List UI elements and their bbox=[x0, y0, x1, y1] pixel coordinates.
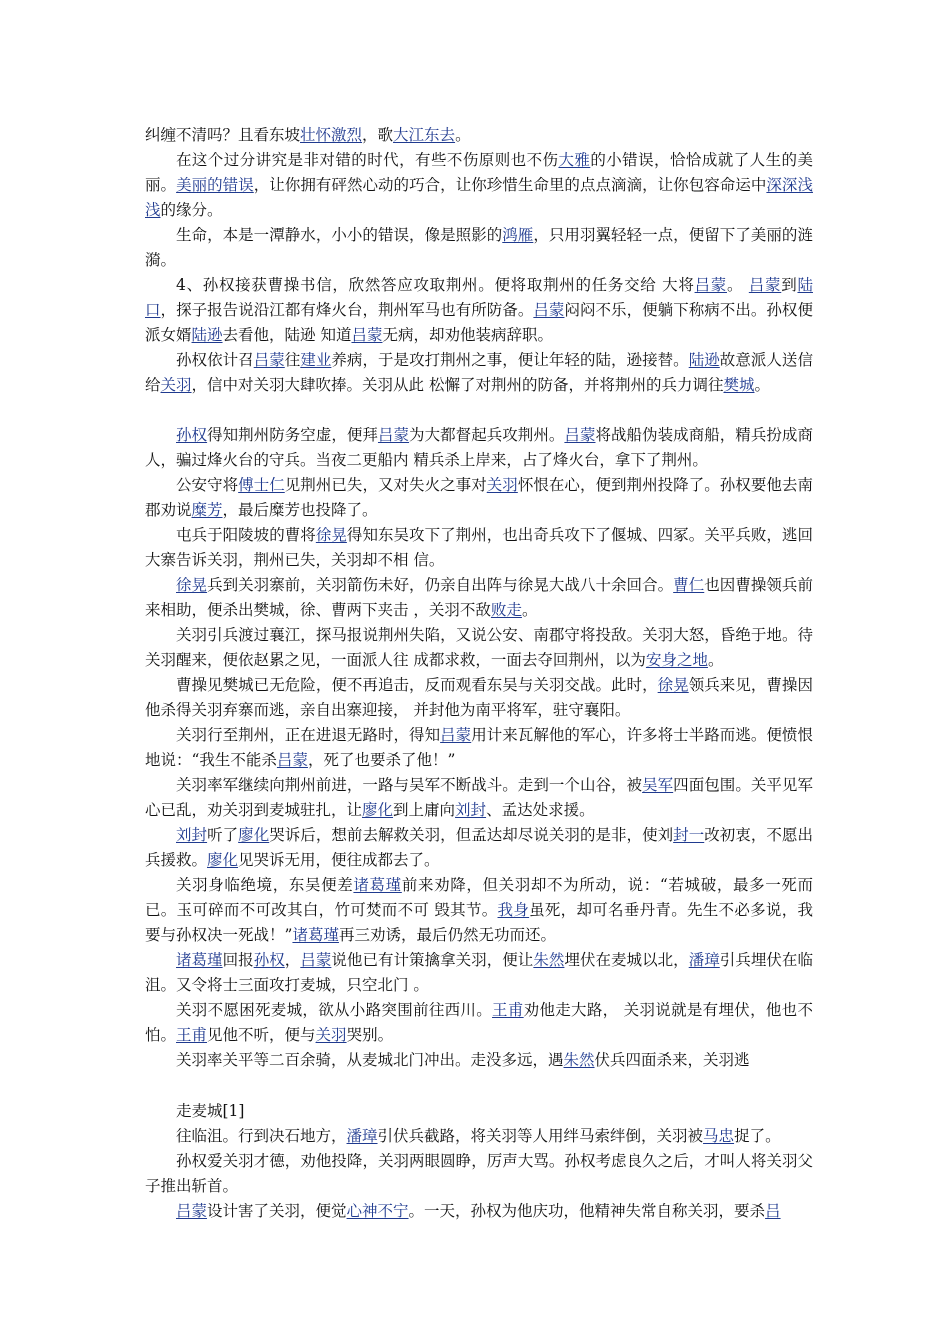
text-run: 养病，于是攻打荆州之事，便让年轻的陆，逊接替。 bbox=[331, 351, 689, 369]
hyperlink[interactable]: 败走 bbox=[490, 601, 522, 619]
paragraph bbox=[145, 823, 813, 873]
text-run: 关羽不愿困死麦城，欲从小路突围前往西川。 bbox=[176, 1001, 493, 1019]
text-run: 。一天，孙权为他庆功，他精神失常自称关羽，要杀 bbox=[408, 1202, 766, 1220]
text-run: 兵到关羽寨前，关羽箭伤未好，仍亲自出阵与徐晃大战八十余回合。 bbox=[207, 576, 674, 594]
text-run: 埋伏在麦城以北， bbox=[564, 951, 689, 969]
text-run: 关羽引兵渡过襄江，探马报说荆州失陷，又说公安、南郡守将投敌。关羽大怒，昏绝于地。待关羽醒来，便依赵累之见，一面派人往 成都求救，一面去夺回荆州，以为 bbox=[145, 626, 813, 669]
hyperlink[interactable]: 潘璋 bbox=[688, 951, 720, 969]
hyperlink[interactable]: 陆逊 bbox=[191, 326, 223, 344]
paragraph bbox=[145, 1048, 813, 1073]
paragraph bbox=[145, 423, 813, 473]
text-run: 曹操见樊城已无危险，便不再追击，反而观看东吴与关羽交战。此时， bbox=[176, 676, 658, 694]
hyperlink[interactable]: 刘封 bbox=[176, 826, 208, 844]
text-run: 到上庸向 bbox=[393, 801, 456, 819]
hyperlink[interactable]: 廖化 bbox=[207, 851, 239, 869]
paragraph bbox=[145, 623, 813, 673]
hyperlink[interactable]: 吕蒙 bbox=[253, 351, 285, 369]
text-run: 前来劝降，但关羽却不为所动，说：“若城破，最多一死而已。玉可碎而不可改其白，竹可焚而不可 毁其节。 bbox=[145, 876, 813, 919]
text-run: 走麦城[1] bbox=[176, 1102, 245, 1120]
hyperlink[interactable]: 吕蒙 bbox=[440, 726, 472, 744]
text-run: 屯兵于阳陵坡的曹将 bbox=[176, 526, 316, 544]
text-run: ，只用羽翼轻轻一点，便留下了美丽的涟漪。 bbox=[145, 226, 813, 269]
hyperlink[interactable]: 廖化 bbox=[238, 826, 270, 844]
text-run: 虽死，却可名垂丹青。先生不必多说，我要与孙权决一死战！” bbox=[145, 901, 813, 944]
hyperlink[interactable]: 大江东去 bbox=[393, 126, 456, 144]
text-run: 引兵埋伏在临沮。又令将士三面攻打麦城，只空北门 。 bbox=[145, 951, 813, 994]
text-run: 往临沮。行到决石地方， bbox=[176, 1127, 347, 1145]
paragraph bbox=[145, 1149, 813, 1199]
text-run: 为大都督起兵攻荆州。 bbox=[409, 426, 565, 444]
hyperlink[interactable]: 糜芳 bbox=[191, 501, 223, 519]
hyperlink[interactable]: 傅士仁 bbox=[238, 476, 285, 494]
text-run: 领兵来见，曹操因他杀得关羽弃寨而逃，亲自出寨迎接， 并封他为南平将军，驻守襄阳。 bbox=[145, 676, 813, 719]
text-run: 、孟达处求援。 bbox=[486, 801, 595, 819]
hyperlink[interactable]: 鸿雁 bbox=[502, 226, 534, 244]
text-run: 说他已有计策擒拿关羽，便让 bbox=[331, 951, 534, 969]
text-run: ，让你拥有砰然心动的巧合，让你珍惜生命里的点点滴滴，让你包容命运中 bbox=[253, 176, 767, 194]
hyperlink[interactable]: 王甫 bbox=[492, 1001, 524, 1019]
text-run: ，歌 bbox=[362, 126, 394, 144]
text-run: 引伏兵截路，将关羽等人用绊马索绊倒，关羽被 bbox=[377, 1127, 704, 1145]
text-run: 关羽身临绝境，东吴便差 bbox=[176, 876, 354, 894]
hyperlink[interactable]: 刘封 bbox=[455, 801, 487, 819]
paragraph bbox=[145, 273, 813, 348]
paragraph bbox=[145, 348, 813, 398]
text-run: 听了 bbox=[207, 826, 239, 844]
text-run: 孙权爱关羽才德，劝他投降，关羽两眼圆睁，厉声大骂。孙权考虑良久之后，才叫人将关羽父子推出斩首。 bbox=[145, 1152, 813, 1195]
hyperlink[interactable]: 吕蒙 bbox=[533, 301, 565, 319]
paragraph bbox=[145, 948, 813, 998]
hyperlink[interactable]: 美丽的错误 bbox=[176, 176, 254, 194]
text-run: 纠缠不清吗？且看东坡 bbox=[145, 126, 301, 144]
hyperlink[interactable]: 吕蒙 bbox=[694, 276, 727, 294]
hyperlink[interactable]: 吕蒙 bbox=[276, 751, 308, 769]
text-run: 。 bbox=[726, 276, 749, 294]
hyperlink[interactable]: 廖化 bbox=[362, 801, 394, 819]
hyperlink[interactable]: 关羽 bbox=[486, 476, 518, 494]
text-run: 去看他，陆逊 知道 bbox=[222, 326, 352, 344]
text-run: 到 bbox=[781, 276, 798, 294]
hyperlink[interactable]: 曹仁 bbox=[673, 576, 705, 594]
text-run: ，信中对关羽大肆吹捧。关羽从此 松懈了对荆州的防备，并将荆州的兵力调往 bbox=[191, 376, 724, 394]
text-run: 生命，本是一潭静水，小小的错误，像是照影的 bbox=[176, 226, 503, 244]
paragraph bbox=[145, 873, 813, 948]
hyperlink[interactable]: 安身之地 bbox=[645, 651, 708, 669]
hyperlink[interactable]: 深深浅浅 bbox=[145, 176, 813, 219]
hyperlink[interactable]: 朱然 bbox=[533, 951, 565, 969]
hyperlink[interactable]: 陆逊 bbox=[688, 351, 720, 369]
paragraph bbox=[145, 148, 813, 223]
hyperlink[interactable]: 建业 bbox=[300, 351, 332, 369]
paragraph bbox=[145, 673, 813, 723]
text-run: 也因曹操领兵前来相助，便杀出樊城，徐、曹两下夹击 ，关羽不敌 bbox=[145, 576, 813, 619]
hyperlink[interactable]: 吕蒙 bbox=[377, 426, 410, 444]
text-run: 将战船伪装成商船，精兵扮成商人，骗过烽火台的守兵。当夜二更船内 精兵杀上岸来，占了烽火台，拿下了荆州。 bbox=[145, 426, 813, 469]
hyperlink[interactable]: 吕蒙 bbox=[351, 326, 383, 344]
hyperlink[interactable]: 孙权 bbox=[253, 951, 285, 969]
text-run: 故意派人送信给 bbox=[145, 351, 813, 394]
text-run: 。 bbox=[754, 376, 770, 394]
hyperlink[interactable]: 吕蒙 bbox=[748, 276, 782, 294]
hyperlink[interactable]: 我身 bbox=[497, 901, 530, 919]
text-run: 捉了。 bbox=[734, 1127, 781, 1145]
hyperlink[interactable]: 吴军 bbox=[642, 776, 674, 794]
hyperlink[interactable]: 樊城 bbox=[723, 376, 755, 394]
hyperlink[interactable]: 诸葛瑾 bbox=[292, 926, 339, 944]
hyperlink[interactable]: 吕蒙 bbox=[564, 426, 596, 444]
text-run: ，探子报告说沿江都有烽火台，荆州军马也有所防备。 bbox=[160, 301, 534, 319]
paragraph bbox=[145, 773, 813, 823]
text-run: 见荆州已失，又对失火之事对 bbox=[284, 476, 487, 494]
text-run: ，死了也要杀了他！” bbox=[307, 751, 456, 769]
text-run: 用计来瓦解他的军心，许多将士半路而逃。便愤恨地说：“我生不能杀 bbox=[145, 726, 813, 769]
hyperlink[interactable]: 壮怀激烈 bbox=[300, 126, 363, 144]
text-run: 往 bbox=[284, 351, 301, 369]
hyperlink[interactable]: 封一 bbox=[673, 826, 705, 844]
text-run: 回报 bbox=[222, 951, 254, 969]
paragraph bbox=[145, 573, 813, 623]
hyperlink[interactable]: 诸葛瑾 bbox=[353, 876, 402, 894]
hyperlink[interactable]: 孙权 bbox=[176, 426, 208, 444]
text-run: 的小错误，恰恰成就了人生的美丽。 bbox=[145, 151, 813, 194]
text-run: 改初衷，不愿出兵援救。 bbox=[145, 826, 813, 869]
hyperlink[interactable]: 关羽 bbox=[315, 1026, 347, 1044]
hyperlink[interactable]: 陆口 bbox=[145, 276, 813, 319]
hyperlink[interactable]: 心神不宁 bbox=[346, 1202, 409, 1220]
text-run: 再三劝诱，最后仍然无功而还。 bbox=[338, 926, 556, 944]
text-run: 伏兵四面杀来，关羽逃 bbox=[594, 1051, 750, 1069]
text-run: 闷闷不乐，便躺下称病不出。孙权便派女婿 bbox=[145, 301, 813, 344]
text-run: 哭别。 bbox=[346, 1026, 394, 1044]
hyperlink[interactable]: 徐晃 bbox=[657, 676, 689, 694]
paragraph bbox=[145, 998, 813, 1048]
text-run: 关羽率关平等二百余骑，从麦城北门冲出。走没多远，遇 bbox=[176, 1051, 564, 1069]
paragraph bbox=[145, 123, 813, 148]
hyperlink[interactable]: 潘璋 bbox=[346, 1127, 378, 1145]
hyperlink[interactable]: 吕蒙 bbox=[176, 1202, 208, 1220]
hyperlink[interactable]: 大雅 bbox=[558, 151, 591, 169]
text-run: 劝他走大路， 关羽说就是有埋伏，他也不怕。 bbox=[145, 1001, 813, 1044]
text-run: 4、孙权接获曹操书信，欣然答应攻取荆州。便将取荆州的任务交给 大将 bbox=[176, 276, 695, 294]
text-run: 见他不听，便与 bbox=[207, 1026, 316, 1044]
paragraph bbox=[145, 473, 813, 523]
hyperlink[interactable]: 马忠 bbox=[703, 1127, 735, 1145]
hyperlink[interactable]: 关羽 bbox=[160, 376, 192, 394]
hyperlink[interactable]: 吕 bbox=[765, 1202, 781, 1220]
hyperlink[interactable]: 诸葛瑾 bbox=[176, 951, 223, 969]
text-run: 无病，却劝他装病辞职。 bbox=[382, 326, 553, 344]
text-run: 孙权依计召 bbox=[176, 351, 254, 369]
text-run: 在这个过分讲究是非对错的时代，有些不伤原则也不伤 bbox=[176, 151, 559, 169]
paragraph bbox=[145, 223, 813, 273]
text-run: 得知东吴攻下了荆州，也出奇兵攻下了偃城、四冢。关平兵败，逃回大寨告诉关羽，荆州已失，关羽却不相 信。 bbox=[145, 526, 813, 569]
hyperlink[interactable]: 王甫 bbox=[176, 1026, 208, 1044]
text-run: 得知荆州防务空虚，便拜 bbox=[207, 426, 378, 444]
paragraph bbox=[145, 1199, 813, 1224]
text-run: 四面包围。关平见军心已乱，劝关羽到麦城驻扎，让 bbox=[145, 776, 813, 819]
paragraph bbox=[145, 723, 813, 773]
text-run: 见哭诉无用，便往成都去了。 bbox=[238, 851, 440, 869]
text-run: 关羽率军继续向荆州前进，一路与吴军不断战斗。走到一个山谷，被 bbox=[176, 776, 643, 794]
hyperlink[interactable]: 吕蒙 bbox=[300, 951, 332, 969]
text-run: 公安守将 bbox=[176, 476, 239, 494]
hyperlink[interactable]: 徐晃 bbox=[315, 526, 347, 544]
hyperlink[interactable]: 朱然 bbox=[563, 1051, 595, 1069]
text-run: 。 bbox=[521, 601, 538, 619]
text-run: 设计害了关羽，便觉 bbox=[207, 1202, 347, 1220]
text-run: 怀恨在心，便到荆州投降了。孙权要他去南郡劝说 bbox=[145, 476, 813, 519]
paragraph bbox=[145, 523, 813, 573]
hyperlink[interactable]: 徐晃 bbox=[176, 576, 208, 594]
text-run: ，最后糜芳也投降了。 bbox=[222, 501, 378, 519]
text-run: 哭诉后，想前去解救关羽，但孟达却尽说关羽的是非，使刘 bbox=[269, 826, 674, 844]
paragraph bbox=[145, 1124, 813, 1149]
text-run: 关羽行至荆州，正在进退无路时，得知 bbox=[176, 726, 441, 744]
text-run: ， bbox=[284, 951, 301, 969]
text-run: 。 bbox=[455, 126, 471, 144]
text-run: 的缘分。 bbox=[160, 201, 223, 219]
paragraph bbox=[145, 1099, 813, 1124]
text-run: 。 bbox=[707, 651, 724, 669]
